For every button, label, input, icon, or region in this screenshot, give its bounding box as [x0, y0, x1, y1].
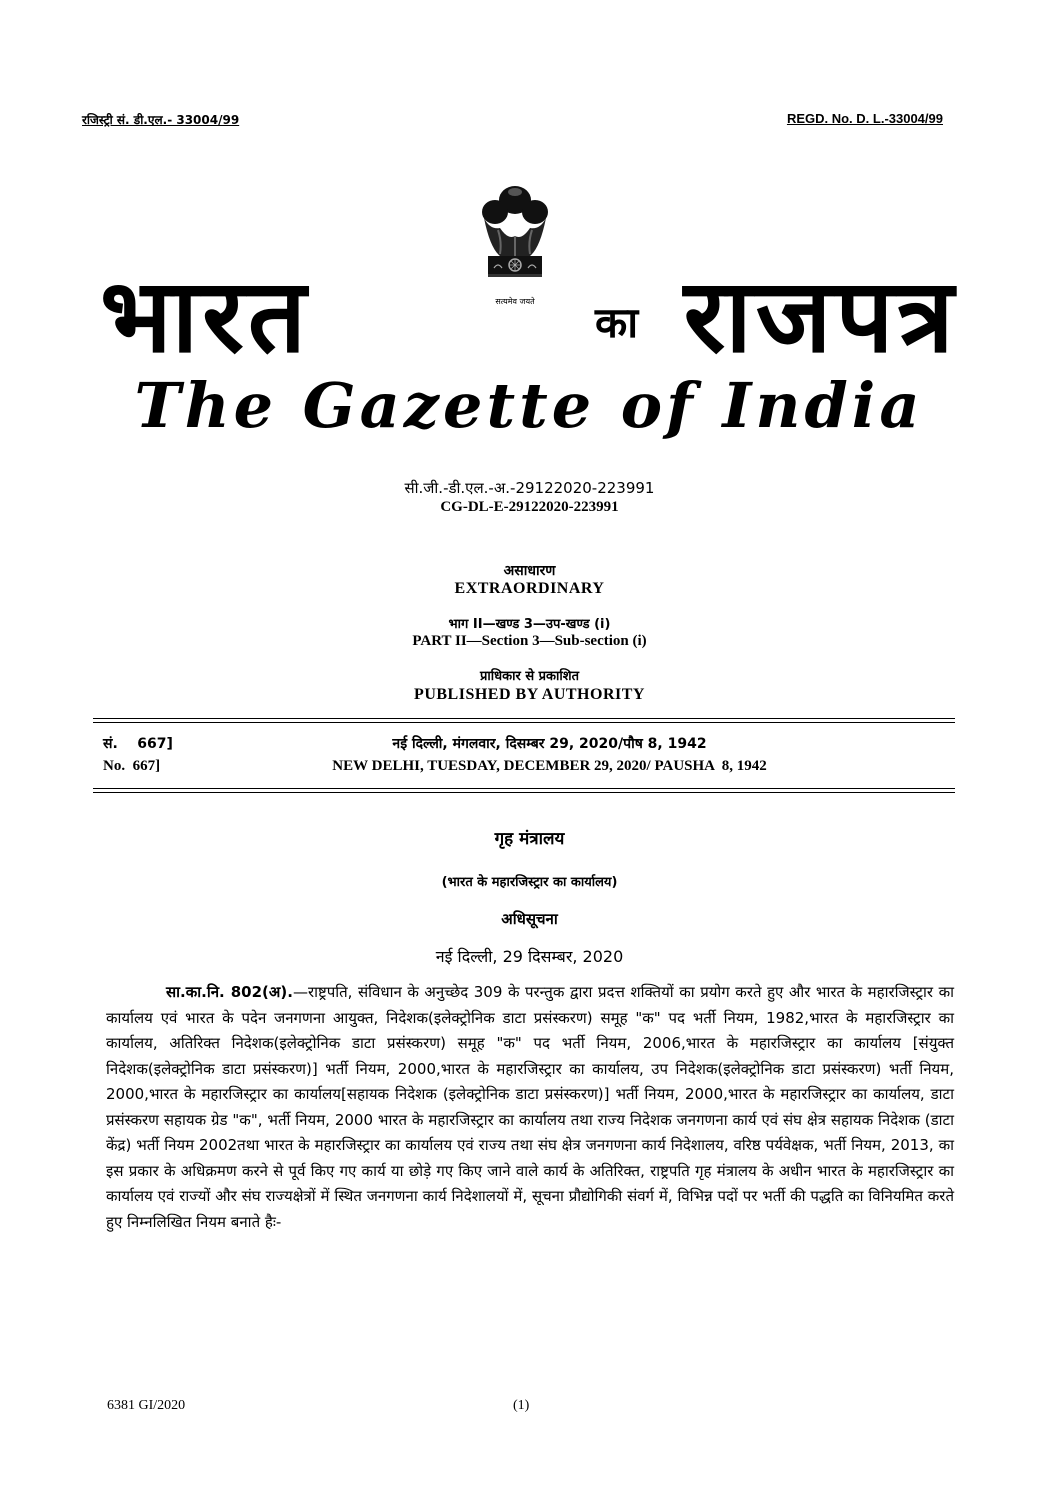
issue-date-hindi: नई दिल्ली, मंगलवार, दिसम्बर 29, 2020/पौष 8, 1942	[392, 736, 707, 752]
issue-date-english: NEW DELHI, TUESDAY, DECEMBER 29, 2020/ PAUSHA 8, 1942	[332, 758, 767, 774]
edition-type-english: EXTRAORDINARY	[454, 580, 605, 597]
masthead-english: The Gazette of India	[134, 369, 924, 442]
edition-type-hindi: असाधारण	[503, 563, 556, 579]
registration-number-english: REGD. No. D. L.-33004/99	[786, 111, 943, 126]
office-name: (भारत के महारजिस्ट्रार का कार्यालय)	[441, 875, 618, 890]
notification-heading: अधिसूचना	[501, 910, 558, 928]
issue-number-hindi: सं. 667]	[103, 736, 173, 752]
part-section-hindi: भाग II—खण्ड 3—उप-खण्ड (i)	[448, 617, 611, 632]
gazette-code-hindi: सी.जी.-डी.एल.-अ.-29122020-223991	[404, 479, 655, 497]
bottom-divider-double	[93, 792, 955, 793]
notification-body	[106, 980, 954, 1235]
authority-hindi: प्राधिकार से प्रकाशित	[480, 669, 579, 684]
footer-code: 6381 GI/2020	[107, 1398, 186, 1413]
gazette-code-english: CG-DL-E-29122020-223991	[440, 499, 619, 515]
top-divider	[93, 718, 955, 719]
authority-english: PUBLISHED BY AUTHORITY	[414, 686, 645, 703]
notification-place-date: नई दिल्ली, 29 दिसम्बर, 2020	[435, 947, 624, 966]
emblem-motto: सत्यमेव जयते	[495, 297, 535, 306]
masthead-hindi	[100, 257, 960, 378]
part-section-english: PART II—Section 3—Sub-section (i)	[412, 633, 647, 649]
masthead-hindi-ka: का	[595, 298, 639, 348]
page-number: (1)	[513, 1398, 530, 1413]
masthead-hindi-rajpatra: राजपत्र	[683, 257, 958, 376]
issue-number-english: No. 667]	[103, 758, 161, 774]
notification-text: —राष्ट्रपति, संविधान के अनुच्छेद 309 के परन्तुक द्वारा प्रदत्त शक्तियों का प्रयोग करते हुए और भारत के महारजिस्ट्रार का कार्यालय एवं भारत के पदेन जनगणना आयुक्त, निदेशक(इलेक्ट्रोनिक डाटा प्रसंस्करण) समूह "क" पद भर्ती नियम, 1982,भारत के महारजिस्ट्रार का कार्यालय, अतिरिक्त निदेशक(इलेक्ट्रोनिक डाटा प्रसंस्करण) समूह "क" पद भर्ती नियम, 2006,भारत के महारजिस्ट्रार का कार्यालय [संयुक्त निदेशक(इलेक्ट्रोनिक डाटा प्रसंस्करण)] भर्ती नियम, 2000,भारत के महारजिस्ट्रार का कार्यालय, उप निदेशक(इलेक्ट्रोनिक डाटा प्रसंस्करण) भर्ती नियम, 2000,भारत के महारजिस्ट्रार का कार्यालय[सहायक निदेशक (इलेक्ट्रोनिक डाटा प्रसंस्करण)] भर्ती नियम, 2000,भारत के महारजिस्ट्रार का कार्यालय, डाटा प्रसंस्करण सहायक ग्रेड "क", भर्ती नियम, 2000 भारत के महारजिस्ट्रार का कार्यालय तथा राज्य निदेशक जनगणना कार्य एवं संघ क्षेत्र सहायक निदेशक (डाटा केंद्र) भर्ती नियम 2002तथा भारत के महारजिस्ट्रार का कार्यालय एवं राज्य तथा संघ क्षेत्र जनगणना कार्य निदेशालय, वरिष्ठ पर्यवेक्षक, भर्ती नियम, 2013, का इस प्रकार के अधिक्रमण करने से पूर्व किए गए कार्य या छोड़े गए किए जाने वाले कार्य के अतिरिक्त, राष्ट्रपति गृह मंत्रालय के अधीन भारत के महारजिस्ट्रार का कार्यालय एवं राज्यों और संघ राज्यक्षेत्रों में स्थित जनगणना कार्य निदेशालयों में, सूचना प्रौद्योगिकी संवर्ग में, विभिन्न पदों पर भर्ती की पद्धति का विनियमित करते हुए निम्नलिखित नियम बनाते हैः-	[106, 983, 955, 1231]
top-divider-double	[93, 722, 955, 723]
registration-number-hindi: रजिस्ट्री सं. डी.एल.- 33004/99	[82, 113, 240, 127]
ministry-name: गृह मंत्रालय	[494, 829, 565, 849]
bottom-divider	[93, 788, 955, 789]
masthead-hindi-bharat: भारत	[100, 257, 310, 376]
notification-reference: सा.का.नि. 802(अ).	[166, 983, 293, 1001]
